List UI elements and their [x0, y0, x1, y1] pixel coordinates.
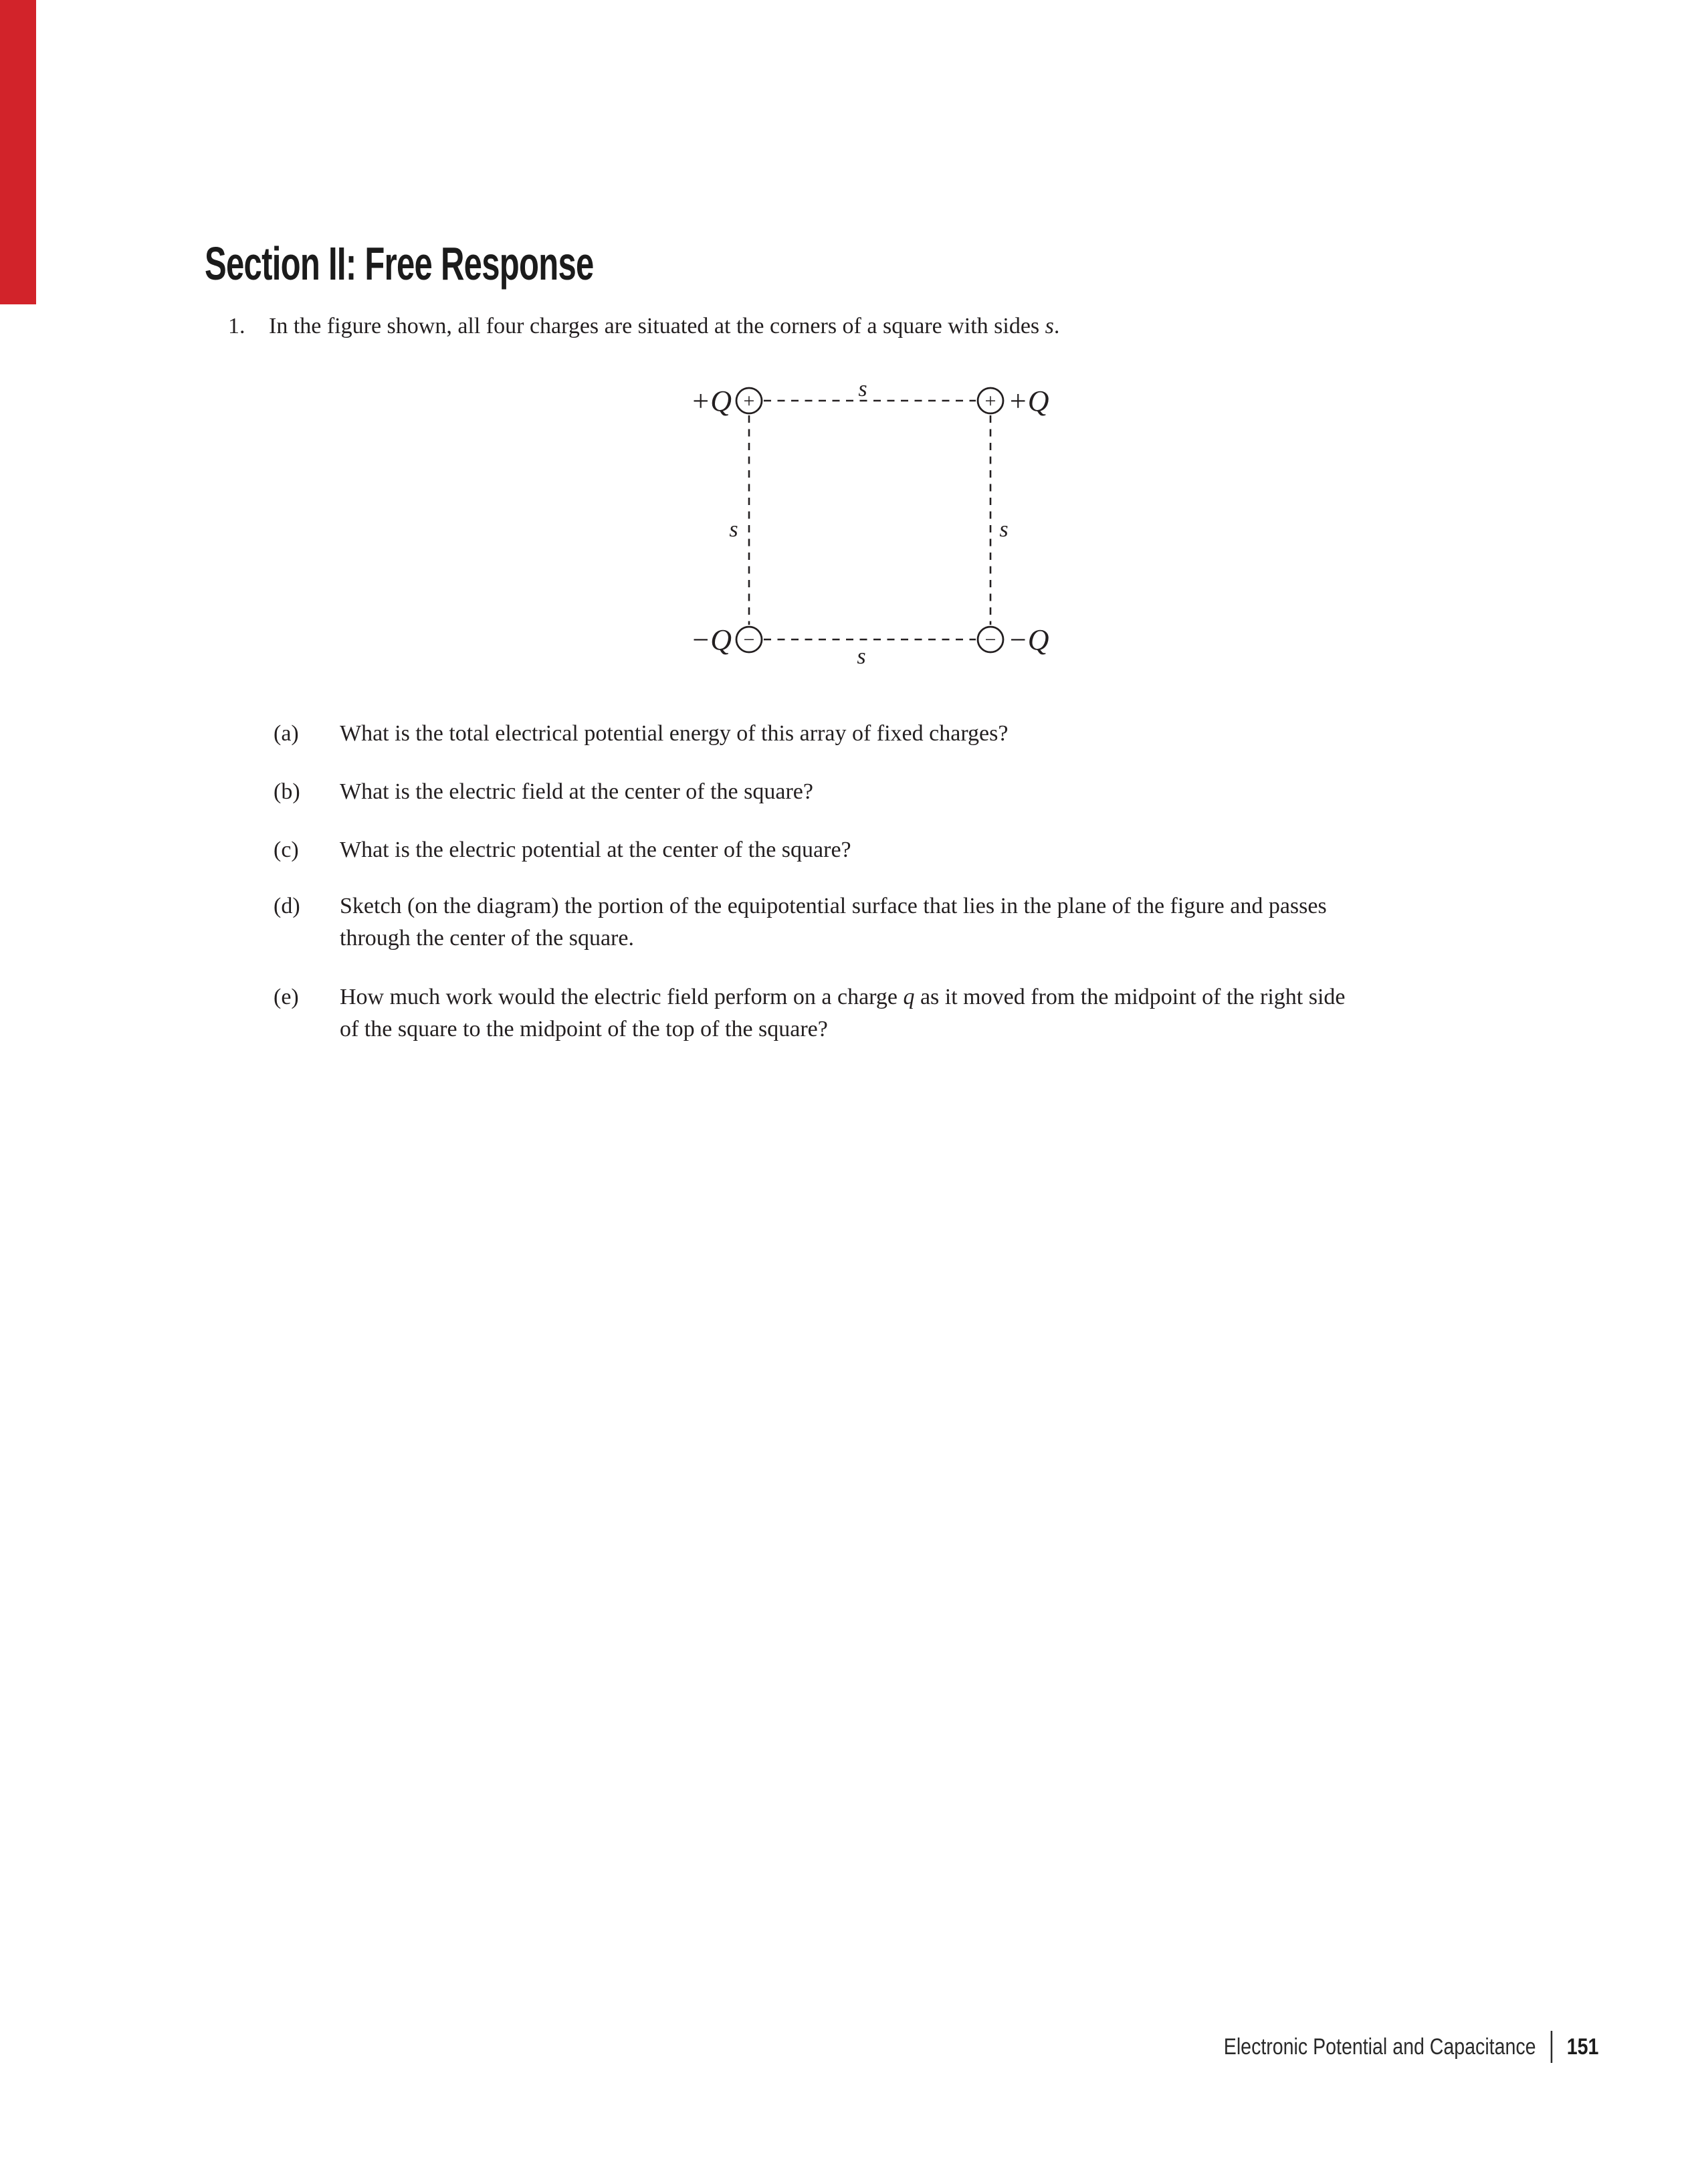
minus-sign-icon: −: [743, 629, 755, 651]
part-label-a: (a): [274, 721, 299, 746]
question-part-d: [274, 890, 1327, 955]
minus-sign-icon: −: [984, 629, 996, 651]
part-label-e: (e): [274, 985, 299, 1009]
plus-sign-icon: +: [984, 390, 996, 412]
page-footer: [1223, 2031, 1598, 2063]
part-c-text: What is the electric potential at the center of the square?: [340, 837, 851, 862]
question-part-b: [274, 776, 813, 808]
part-e-line1: [340, 981, 1345, 1013]
part-e-line2: of the square to the midpoint of the top of the square?: [340, 1017, 828, 1041]
side-length-label-left: s: [729, 517, 738, 542]
section-title: Section II: Free Response: [205, 237, 594, 290]
footer-page-number: 151: [1566, 2033, 1598, 2060]
part-label-b: (b): [274, 779, 300, 804]
part-e-charge-variable-q: q: [903, 985, 915, 1009]
part-e-line1-post: as it moved from the midpoint of the right side: [914, 985, 1346, 1009]
charge-label-bottom-right: −Q: [1008, 623, 1049, 656]
charge-label-bottom-left: −Q: [690, 623, 732, 656]
question-intro-period: .: [1053, 314, 1060, 338]
question-part-c: [274, 834, 851, 866]
side-length-label-top: s: [858, 377, 867, 401]
footer-chapter-title: Electronic Potential and Capacitance: [1223, 2033, 1536, 2060]
question-part-e: [274, 981, 1345, 1046]
charge-square-diagram: [669, 361, 1083, 676]
plus-sign-icon: +: [743, 390, 755, 412]
part-a-text: What is the total electrical potential energy of this array of fixed charges?: [340, 721, 1009, 746]
footer-divider-rule: [1550, 2031, 1552, 2063]
page-edge-red-tab: [0, 0, 36, 304]
part-b-text: What is the electric field at the center of the square?: [340, 779, 813, 804]
part-d-line2: through the center of the square.: [340, 926, 634, 951]
question-intro: [228, 312, 1059, 341]
part-label-c: (c): [274, 837, 299, 862]
question-part-a: [274, 718, 1008, 750]
question-intro-variable-s: s: [1045, 314, 1054, 338]
charge-label-top-left: +Q: [690, 385, 732, 417]
part-e-line1-pre: How much work would the electric field perform on a charge: [340, 985, 904, 1009]
side-length-label-bottom: s: [857, 644, 866, 669]
side-length-label-right: s: [999, 517, 1009, 542]
question-number: 1.: [228, 314, 245, 338]
question-intro-text: In the figure shown, all four charges are situated at the corners of a square with sides: [269, 314, 1045, 338]
part-label-d: (d): [274, 894, 300, 918]
part-d-line1: Sketch (on the diagram) the portion of the equipotential surface that lies in the plane of the figure and passes: [340, 894, 1327, 918]
charge-label-top-right: +Q: [1008, 385, 1049, 417]
